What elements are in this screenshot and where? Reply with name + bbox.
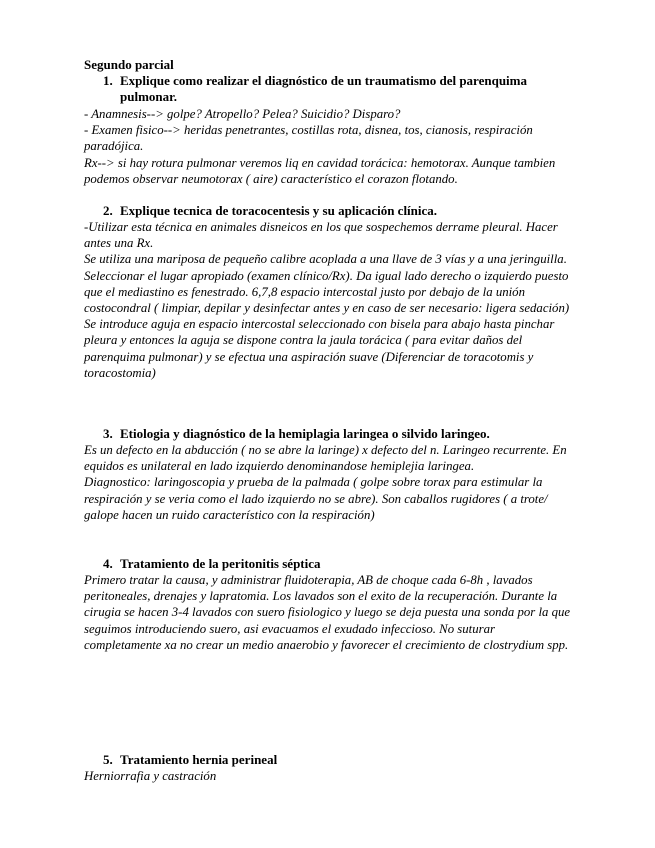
question-2 xyxy=(84,203,574,219)
answer-1: - Anamnesis--> golpe? Atropello? Pelea? Suicidio? Disparo? - Examen fisico--> heridas penetrantes, costillas rota, disnea, tos, cianosis, respiración paradójica. Rx--> si hay rotura pulmonar veremos liq en cavidad torácica: hemotorax. Aunque tambien podemos observar neumotorax ( aire) característico el corazon flotando. xyxy=(84,107,556,186)
answer-4: Primero tratar la causa, y administrar fluidoterapia, AB de choque cada 6-8h , lavados peritoneales, drenajes y lapratomia. Los lavados son el exito de la recuperación. Durante la cirugia se hacen 3-4 lavados con suero fisiologico y luego se deja puesta una sonda por la que seguimos introduciendo suero, asi evacuamos el exudado infeccioso. No suturar completamente xa no crear un medio anaerobio y favorecer el crecimiento de clostrydium spp. xyxy=(84,573,571,652)
answer-2: -Utilizar esta técnica en animales disneicos en los que sospechemos derrame pleural. Hacer antes una Rx. Se utiliza una mariposa de pequeño calibre acoplada a una llave de 3 vías y a una jeringuilla. Seleccionar el lugar apropiado (examen clínico/Rx). Da igual lado derecho o izquierdo puesto que el mediastino es fenestrado. 6,7,8 espacio intercostal justo por debajo de la unión costocondral ( limpiar, depilar y desinfectar antes y en caso de ser necesario: ligera sedación) Se introduce aguja en espacio intercostal seleccionado con bisela para abajo hasta pinchar pleura y entonces la aguja se dispone contra la jaula torácica ( para evitar daños del parenquima pulmonar) y se efectua una aspiración suave (Diferenciar de toracotomis y toracostomia) xyxy=(84,220,570,380)
question-1 xyxy=(84,73,574,105)
question-1-text: Explique como realizar el diagnóstico de un traumatismo del parenquima pulmonar. xyxy=(120,73,527,104)
question-2-text: Explique tecnica de toracocentesis y su aplicación clínica. xyxy=(120,203,438,218)
document-title: Segundo parcial xyxy=(84,57,174,72)
question-4-number: 4. xyxy=(103,556,113,571)
question-5-text: Tratamiento hernia perineal xyxy=(120,752,278,767)
question-4 xyxy=(84,556,574,572)
answer-5: Herniorrafia y castración xyxy=(84,769,217,783)
question-3-number: 3. xyxy=(103,426,113,441)
question-3 xyxy=(84,426,574,442)
question-3-text: Etiologia y diagnóstico de la hemiplagia laringea o silvido laringeo. xyxy=(120,426,490,441)
question-5-number: 5. xyxy=(103,752,113,767)
question-2-number: 2. xyxy=(103,203,113,218)
question-4-text: Tratamiento de la peritonitis séptica xyxy=(120,556,321,571)
question-5 xyxy=(84,752,574,768)
answer-3: Es un defecto en la abducción ( no se abre la laringe) x defecto del n. Laringeo recurrente. En equidos es unilateral en lado izquierdo denominandose hemiplejia laringea. Diagnostico: laringoscopia y prueba de la palmada ( golpe sobre torax para estimular la respiración y se veria como el lado izquierdo no se abre). Son caballos rugidores ( a trote/ galope hacen un ruido característico con la respiración) xyxy=(84,443,567,522)
question-1-number: 1. xyxy=(103,73,113,88)
